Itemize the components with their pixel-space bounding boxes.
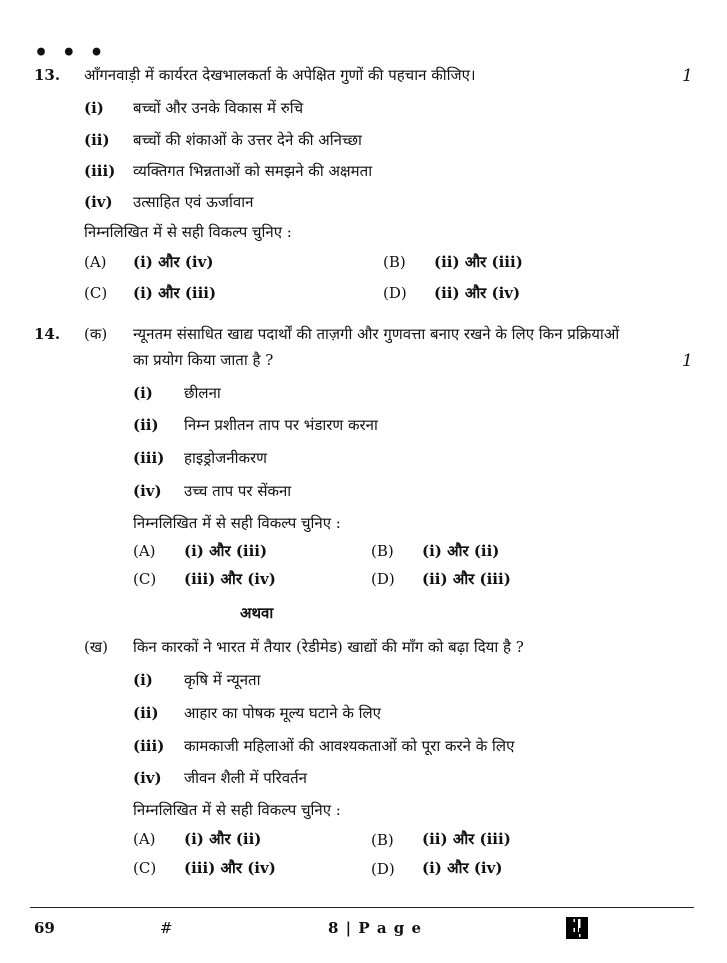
header-dots: • • • — [34, 40, 107, 66]
q14b-option-text: (ii) और (iii) — [422, 830, 511, 848]
q14a-option-label: (A) — [133, 542, 156, 560]
q14-part-b-text: किन कारकों ने भारत में तैयार (रेडीमेड) खाद्यों की माँग को बढ़ा दिया है ? — [133, 638, 524, 656]
qr-code-icon — [566, 917, 588, 939]
q14b-item-label: (iv) — [133, 769, 162, 787]
q14b-item-label: (i) — [133, 671, 153, 689]
q14a-item-text: निम्न प्रशीतन ताप पर भंडारण करना — [184, 416, 378, 434]
q14b-instruction: निम्नलिखित में से सही विकल्प चुनिए : — [133, 801, 341, 819]
q14a-option-text: (i) और (iii) — [184, 542, 268, 560]
question-14-number: 14. — [34, 325, 61, 343]
q13-item-text: बच्चों की शंकाओं के उत्तर देने की अनिच्छा — [133, 131, 362, 149]
q14a-instruction: निम्नलिखित में से सही विकल्प चुनिए : — [133, 514, 341, 532]
q13-item-label: (i) — [84, 99, 104, 117]
q13-option-label: (D) — [383, 284, 407, 302]
footer-page-number: 8 | P a g e — [328, 919, 423, 937]
footer-code: 69 — [34, 919, 55, 937]
q14a-item-label: (ii) — [133, 416, 159, 434]
q14a-option-label: (D) — [371, 570, 395, 588]
q14b-option-text: (iii) और (iv) — [184, 859, 276, 877]
q14a-item-text: उच्च ताप पर सेंकना — [184, 482, 292, 500]
q14a-option-text: (iii) और (iv) — [184, 570, 276, 588]
question-14-marks: 1 — [682, 351, 693, 371]
q13-option-text: (ii) और (iii) — [434, 253, 523, 271]
q14-part-a-text-line2: का प्रयोग किया जाता है ? — [133, 351, 274, 369]
q13-option-text: (ii) और (iv) — [434, 284, 521, 302]
q14-part-a-label: (क) — [84, 325, 108, 343]
or-separator: अथवा — [240, 604, 274, 622]
q14b-item-label: (ii) — [133, 704, 159, 722]
q13-option-label: (C) — [84, 284, 108, 302]
footer-divider — [30, 907, 694, 908]
q14b-item-label: (iii) — [133, 737, 165, 755]
q14b-option-label: (A) — [133, 830, 156, 848]
q14b-option-label: (B) — [371, 831, 394, 849]
q13-option-label: (A) — [84, 253, 107, 271]
question-13-number: 13. — [34, 66, 61, 84]
q14b-item-text: जीवन शैली में परिवर्तन — [184, 769, 307, 787]
q13-item-label: (iii) — [84, 162, 116, 180]
q14b-item-text: आहार का पोषक मूल्य घटाने के लिए — [184, 704, 381, 722]
q14-part-a-text-line1: न्यूनतम संसाधित खाद्य पदार्थों की ताज़गी और गुणवत्ता बनाए रखने के लिए किन प्रक्रियाओं — [133, 325, 620, 343]
q13-item-text: बच्चों और उनके विकास में रुचि — [133, 99, 304, 117]
q13-item-text: व्यक्तिगत भिन्नताओं को समझने की अक्षमता — [133, 162, 373, 180]
q14b-option-label: (C) — [133, 859, 157, 877]
q14a-option-label: (B) — [371, 542, 394, 560]
question-13-text: आँगनवाड़ी में कार्यरत देखभालकर्ता के अपेक्षित गुणों की पहचान कीजिए। — [84, 66, 476, 84]
q13-instruction: निम्नलिखित में से सही विकल्प चुनिए : — [84, 223, 292, 241]
q14b-item-text: कृषि में न्यूनता — [184, 671, 261, 689]
q14a-item-label: (iii) — [133, 449, 165, 467]
q13-option-label: (B) — [383, 253, 406, 271]
q14b-option-label: (D) — [371, 860, 395, 878]
q13-item-text: उत्साहित एवं ऊर्जावान — [133, 193, 254, 211]
q14b-item-text: कामकाजी महिलाओं की आवश्यकताओं को पूरा करने के लिए — [184, 737, 515, 755]
q13-option-text: (i) और (iv) — [133, 253, 214, 271]
q13-option-text: (i) और (iii) — [133, 284, 217, 302]
q14b-option-text: (i) और (ii) — [184, 830, 262, 848]
question-13-marks: 1 — [682, 66, 693, 86]
q14a-option-text: (i) और (ii) — [422, 542, 500, 560]
footer-hash: # — [160, 919, 173, 937]
q14a-item-text: हाइड्रोजनीकरण — [184, 449, 267, 467]
q14a-option-label: (C) — [133, 570, 157, 588]
q14a-item-label: (iv) — [133, 482, 162, 500]
q13-item-label: (ii) — [84, 131, 110, 149]
q14a-item-text: छीलना — [184, 384, 221, 402]
q14a-option-text: (ii) और (iii) — [422, 570, 511, 588]
q14b-option-text: (i) और (iv) — [422, 859, 503, 877]
q14a-item-label: (i) — [133, 384, 153, 402]
q14-part-b-label: (ख) — [84, 638, 108, 656]
q13-item-label: (iv) — [84, 193, 113, 211]
